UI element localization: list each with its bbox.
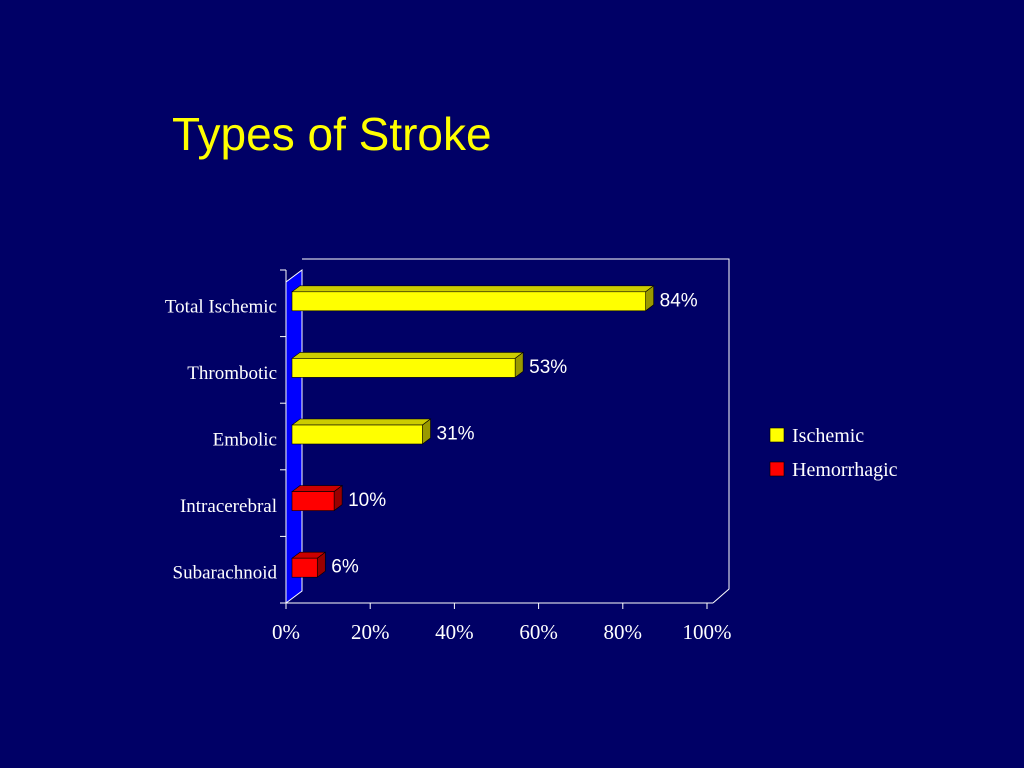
data-label: 31% bbox=[436, 423, 475, 445]
x-tick-label: 20% bbox=[350, 620, 390, 644]
bar-top bbox=[292, 352, 523, 358]
category-labels bbox=[165, 296, 278, 583]
x-tick-label: 0% bbox=[272, 620, 300, 644]
x-tick-label: 80% bbox=[603, 620, 643, 644]
legend-label: Hemorrhagic bbox=[792, 459, 898, 481]
legend-swatch bbox=[770, 462, 784, 476]
bar-top bbox=[292, 419, 431, 425]
data-label: 10% bbox=[348, 490, 387, 512]
bar-group bbox=[292, 352, 567, 378]
bar-group bbox=[292, 552, 359, 578]
x-axis bbox=[272, 603, 732, 644]
bar bbox=[292, 358, 515, 377]
category-label: Subarachnoid bbox=[172, 562, 277, 584]
legend-label: Ischemic bbox=[792, 425, 865, 447]
category-label: Intracerebral bbox=[179, 496, 277, 518]
bars bbox=[292, 286, 698, 578]
x-tick-label: 40% bbox=[435, 620, 474, 644]
bar-group bbox=[292, 286, 698, 312]
bar bbox=[292, 425, 423, 444]
bar-group bbox=[292, 419, 475, 445]
category-label: Embolic bbox=[212, 429, 277, 451]
bar bbox=[292, 558, 317, 577]
bar-top bbox=[292, 486, 342, 492]
slide-title: Types of Stroke bbox=[172, 108, 492, 160]
legend-swatch bbox=[770, 428, 784, 442]
x-tick-label: 100% bbox=[682, 620, 732, 644]
category-label: Thrombotic bbox=[187, 362, 277, 384]
data-label: 84% bbox=[659, 290, 698, 312]
data-label: 53% bbox=[529, 356, 568, 378]
bar bbox=[292, 492, 334, 511]
category-label: Total Ischemic bbox=[164, 296, 277, 318]
data-label: 6% bbox=[331, 556, 359, 578]
bar-group bbox=[292, 486, 386, 512]
bar bbox=[292, 292, 646, 311]
bar-top bbox=[292, 286, 654, 292]
x-tick-label: 60% bbox=[519, 620, 558, 644]
legend bbox=[770, 425, 898, 481]
